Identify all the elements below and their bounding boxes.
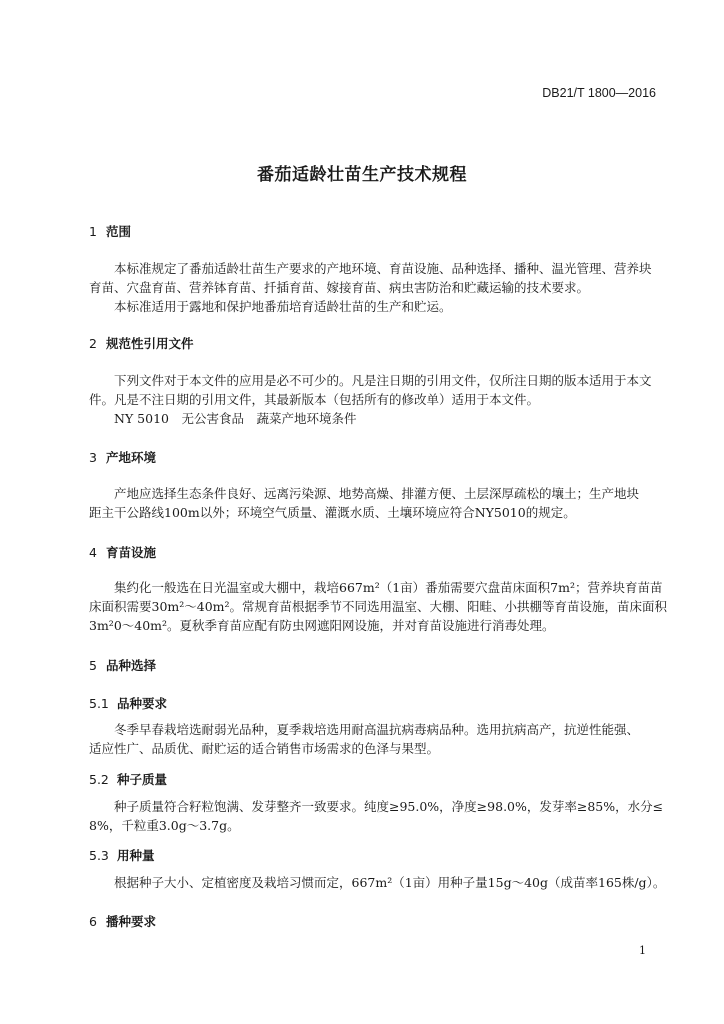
section-5-heading	[89, 656, 156, 674]
section-number: 6	[89, 914, 97, 929]
paragraph-line: 种子质量符合籽粒饱满、发芽整齐一致要求。纯度≥95.0%，净度≥98.0%，发芽率≥85%，水分≤	[114, 799, 664, 814]
paragraph-line: 3m²0～40m²。夏秋季育苗应配有防虫网遮阳网设施，并对育苗设施进行消毒处理。	[89, 618, 555, 633]
section-number: 3	[89, 450, 97, 465]
section-2-body	[89, 371, 655, 428]
paragraph-line: 根据种子大小、定植密度及栽培习惯而定，667m²（1亩）用种子量15g～40g（成苗率165株/g）。	[114, 875, 666, 890]
section-3-heading	[89, 448, 156, 466]
paragraph-line: 本标准适用于露地和保护地番茄培育适龄壮苗的生产和贮运。	[114, 299, 452, 314]
section-title: 品种要求	[117, 696, 168, 711]
section-title: 品种选择	[106, 658, 157, 673]
page-number: 1	[639, 944, 646, 957]
document-code: DB21/T 1800—2016	[542, 86, 656, 100]
section-number: 5.3	[89, 848, 109, 863]
paragraph-line: 适应性广、品质优、耐贮运的适合销售市场需求的色泽与果型。	[89, 741, 440, 756]
paragraph-line: 育苗、穴盘育苗、营养钵育苗、扦插育苗、嫁接育苗、病虫害防治和贮藏运输的技术要求。	[89, 280, 590, 295]
section-4-heading	[89, 543, 156, 561]
section-3-body	[89, 484, 655, 522]
section-5-1-body	[89, 720, 655, 758]
document-title: 番茄适龄壮苗生产技术规程	[257, 165, 467, 185]
section-5-2-body	[89, 797, 664, 835]
normative-reference: NY 5010 无公害食品 蔬菜产地环境条件	[114, 411, 357, 426]
paragraph-line: 距主干公路线100m以外；环境空气质量、灌溉水质、土壤环境应符合NY5010的规定。	[89, 505, 576, 520]
section-title: 育苗设施	[106, 545, 157, 560]
paragraph-line: 下列文件对于本文件的应用是必不可少的。凡是注日期的引用文件，仅所注日期的版本适用于本文	[114, 373, 652, 388]
section-4-body	[89, 578, 668, 635]
section-5-3-heading	[89, 846, 155, 864]
section-5-2-heading	[89, 770, 167, 788]
section-6-heading	[89, 912, 156, 930]
section-number: 5	[89, 658, 97, 673]
section-1-body	[89, 259, 655, 316]
paragraph-line: 冬季早春栽培选耐弱光品种，夏季栽培选用耐高温抗病毒病品种。选用抗病高产，抗逆性能强、	[114, 722, 640, 737]
section-number: 1	[89, 224, 97, 239]
paragraph-line: 8%，千粒重3.0g～3.7g。	[89, 818, 240, 833]
section-title: 播种要求	[106, 914, 157, 929]
section-title: 用种量	[117, 848, 155, 863]
section-title: 范围	[106, 224, 132, 239]
section-number: 4	[89, 545, 97, 560]
paragraph-line: 床面积需要30m²～40m²。常规育苗根据季节不同选用温室、大棚、阳畦、小拱棚等育苗设施，苗床面积	[89, 599, 668, 614]
section-number: 5.1	[89, 696, 109, 711]
section-title: 种子质量	[117, 772, 168, 787]
section-1-heading	[89, 222, 131, 240]
section-number: 2	[89, 336, 97, 351]
section-title: 规范性引用文件	[106, 336, 194, 351]
paragraph-line: 产地应选择生态条件良好、远离污染源、地势高燥、排灌方便、土层深厚疏松的壤土；生产地块	[114, 486, 640, 501]
paragraph-line: 本标准规定了番茄适龄壮苗生产要求的产地环境、育苗设施、品种选择、播种、温光管理、营养块	[114, 261, 652, 276]
section-title: 产地环境	[106, 450, 157, 465]
section-5-1-heading	[89, 694, 167, 712]
section-5-3-body	[89, 873, 666, 892]
paragraph-line: 集约化一般选在日光温室或大棚中，栽培667m²（1亩）番茄需要穴盘苗床面积7m²；营养块育苗苗	[114, 580, 663, 595]
section-number: 5.2	[89, 772, 109, 787]
paragraph-line: 件。凡是不注日期的引用文件，其最新版本（包括所有的修改单）适用于本文件。	[89, 392, 540, 407]
section-2-heading	[89, 334, 194, 352]
